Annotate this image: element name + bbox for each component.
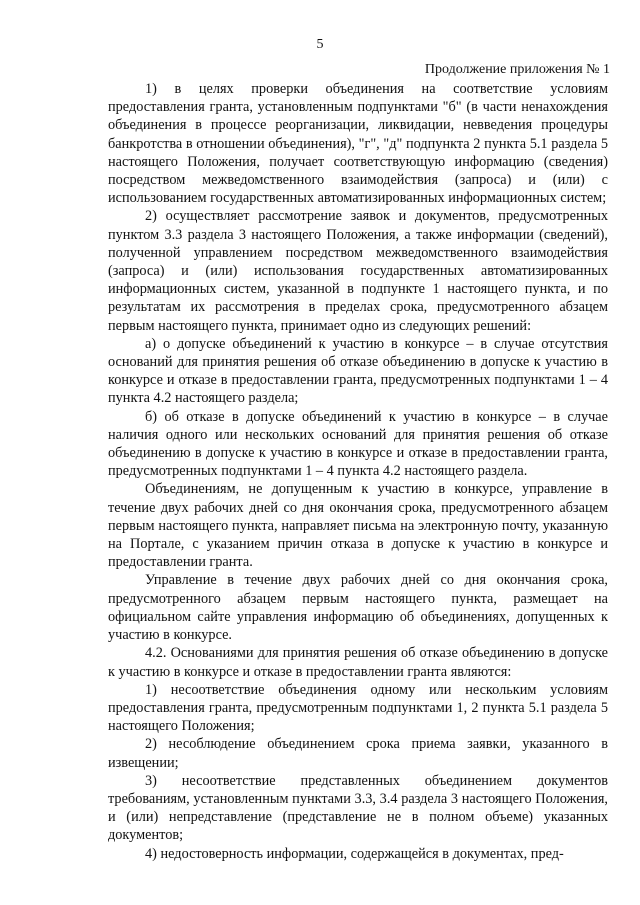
paragraph-subitem-b: б) об отказе в допуске объединений к участию в конкурсе – в случае наличия одного или нескольких оснований для принятия решения об отказе объединению в допуске к участию в конкурсе и отказе в предоставлении гранта, предусмотренных подпунктами 1 – 4 пункта 4.2 настоящего раздела. — [108, 408, 608, 480]
paragraph-item-2: 2) осуществляет рассмотрение заявок и документов, предусмотренных пунктом 3.3 раздела 3 настоящего Положения, а также информации (сведений), полученной управлением посредством межведомственного взаимодействия (запроса) и (или) использования государственных автоматизированных информационных систем, указанной в подпункте 1 настоящего пункта, и по результатам их рассмотрения в пределах срока, предусмотренного абзацем первым настоящего пункта, принимает одно из следующих решений: — [108, 208, 608, 334]
paragraph-ground-3: 3) несоответствие представленных объединением документов требованиям, установленным пунктами 3.3, 3.4 раздела 3 настоящего Положения, и (или) непредставление (представление не в полном объеме) указанных документов; — [108, 772, 608, 844]
paragraph-rejection-notice: Объединениям, не допущенным к участию в конкурсе, управление в течение двух рабочих дней со дня окончания срока, предусмотренного абзацем первым настоящего пункта, направляет письма на электронную почту, указанную на Портале, с указанием причин отказа в допуске к участию в конкурсе и предоставлении гранта. — [108, 481, 608, 571]
page-number: 5 — [316, 37, 324, 52]
paragraph-section-4-2: 4.2. Основаниями для принятия решения об отказе объединению в допуске к участию в конкурсе и отказе в предоставлении гранта являются: — [108, 645, 608, 680]
paragraph-ground-4: 4) недостоверность информации, содержащейся в документах, пред- — [145, 845, 564, 862]
appendix-continuation-note: Продолжение приложения № 1 — [424, 62, 610, 77]
paragraph-publication: Управление в течение двух рабочих дней со дня окончания срока, предусмотренного абзацем первым настоящего пункта, размещает на официальном сайте управления информацию об объединениях, допущенных к участию в конкурсе. — [108, 572, 608, 644]
paragraph-subitem-a: а) о допуске объединений к участию в конкурсе – в случае отсутствия оснований для принятия решения об отказе объединению в допуске к участию в конкурсе и отказе в предоставлении гранта, предусмотренных подпунктами 1 – 4 пункта 4.2 настоящего раздела; — [108, 335, 608, 407]
paragraph-ground-2: 2) несоблюдение объединением срока приема заявки, указанного в извещении; — [108, 736, 608, 771]
document-body — [108, 80, 608, 863]
paragraph-ground-1: 1) несоответствие объединения одному или нескольким условиям предоставления гранта, предусмотренным подпунктами 1, 2 пункта 5.1 раздела 5 настоящего Положения; — [108, 681, 608, 735]
paragraph-item-1: 1) в целях проверки объединения на соответствие условиям предоставления гранта, установленным подпунктами "б" (в части ненахождения объединения в процессе реорганизации, ликвидации, невведения процедуры банкротства в отношении объединения), "г", "д" подпункта 2 пункта 5.1 раздела 5 настоящего Положения, получает соответствующую информацию (сведения) посредством межведомственного взаимодействия (запроса) и (или) с использованием государственных автоматизированных информационных систем; — [108, 81, 608, 207]
